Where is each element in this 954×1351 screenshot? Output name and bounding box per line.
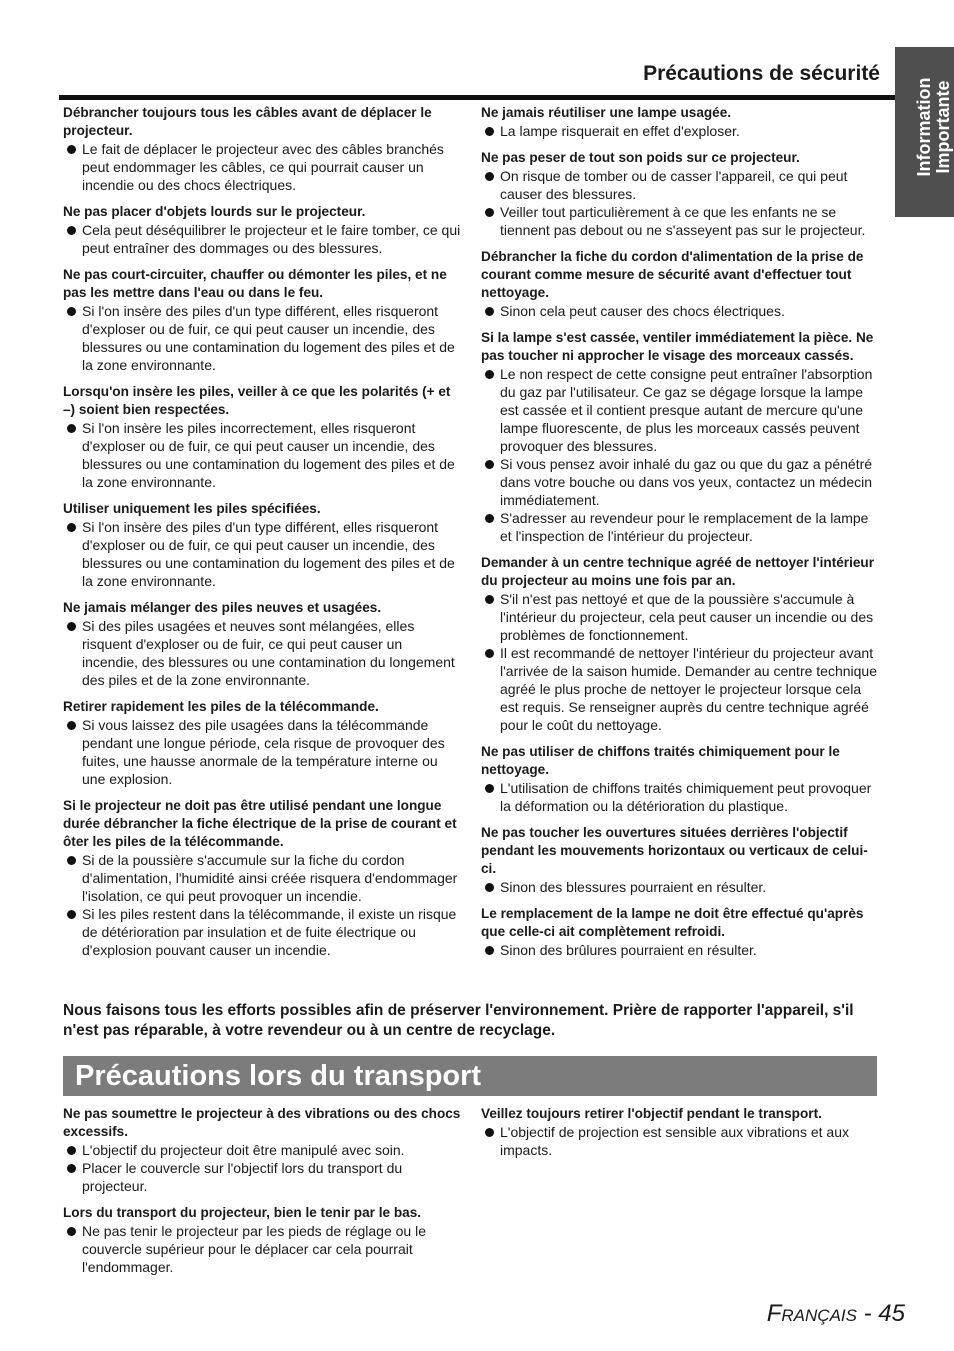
- bullet-list: [63, 518, 461, 590]
- bullet-item: Sinon des blessures pourraient en résulter.: [481, 878, 879, 896]
- bullet-item: La lampe risquerait en effet d'exploser.: [481, 122, 879, 140]
- precaution-section: [63, 500, 461, 590]
- side-tab-line1: Information: [914, 77, 934, 177]
- precaution-heading: Ne pas court-circuiter, chauffer ou démonter les piles, et ne pas les mettre dans l'eau ou dans le feu.: [63, 267, 447, 300]
- bullet-item: Si l'on insère des piles d'un type différent, elles risqueront d'exploser ou de fuir, ce qui peut causer un incendie, des blessures ou une contamination du logement des piles et de la zone environnante.: [63, 518, 461, 590]
- bullet-list: [481, 941, 879, 959]
- left-column: [63, 104, 461, 968]
- bullet-item: Il est recommandé de nettoyer l'intérieur du projecteur avant l'arrivée de la saison humide. Demander au centre technique agréé le plus proche de nettoyer le projecteur lorsque cela est requis. Se renseigner auprès du centre technique agréé pour le coût du nettoyage.: [481, 644, 879, 734]
- precaution-section: [481, 905, 879, 959]
- bullet-item: On risque de tomber ou de casser l'appareil, ce qui peut causer des blessures.: [481, 167, 879, 203]
- right-column: [481, 104, 879, 968]
- precaution-section: [63, 383, 461, 491]
- bullet-list: [481, 878, 879, 896]
- precaution-heading: Lorsqu'on insère les piles, veiller à ce que les polarités (+ et –) soient bien respectées.: [63, 384, 451, 417]
- bullet-item: S'adresser au revendeur pour le remplacement de la lampe et l'inspection de l'intérieur du projecteur.: [481, 509, 879, 545]
- bullet-list: [481, 167, 879, 239]
- bullet-list: [63, 140, 461, 194]
- bullet-item: Si de la poussière s'accumule sur la fiche du cordon d'alimentation, l'humidité ainsi créée risquera d'endommager l'isolation, ce qui peut provoquer un incendie.: [63, 851, 461, 905]
- bullet-list: [63, 1141, 461, 1195]
- page-header-title: Précautions de sécurité: [643, 62, 880, 85]
- precaution-section: [481, 824, 879, 896]
- precaution-section: [481, 1105, 879, 1159]
- precaution-section: [63, 797, 461, 959]
- precaution-section: [63, 104, 461, 194]
- bullet-list: [63, 221, 461, 257]
- precaution-heading: Ne pas soumettre le projecteur à des vibrations ou des chocs excessifs.: [63, 1106, 461, 1139]
- bullet-list: [63, 716, 461, 788]
- transport-left-column: [63, 1105, 461, 1285]
- side-tab-line2: Importante: [933, 80, 953, 174]
- bullet-list: [63, 1222, 461, 1276]
- precaution-heading: Veillez toujours retirer l'objectif pendant le transport.: [481, 1106, 822, 1121]
- precaution-section: [63, 599, 461, 689]
- bullet-list: [63, 419, 461, 491]
- bullet-item: Si l'on insère les piles incorrectement, elles risqueront d'exploser ou de fuir, ce qui peut causer un incendie, des blessures ou une contamination du logement des piles et de la zone environnante.: [63, 419, 461, 491]
- bullet-item: Le fait de déplacer le projecteur avec des câbles branchés peut endommager les câbles, ce qui pourrait causer un incendie ou des chocs électriques.: [63, 140, 461, 194]
- page-label: Français - 45: [766, 1300, 905, 1327]
- precaution-heading: Débrancher la fiche du cordon d'alimentation de la prise de courant comme mesure de sécurité avant d'effectuer tout nettoyage.: [481, 249, 864, 300]
- precaution-heading: Débrancher toujours tous les câbles avant de déplacer le projecteur.: [63, 105, 432, 138]
- precaution-section: [481, 149, 879, 239]
- precaution-heading: Ne jamais mélanger des piles neuves et usagées.: [63, 600, 382, 615]
- bullet-item: L'objectif de projection est sensible aux vibrations et aux impacts.: [481, 1123, 879, 1159]
- bullet-list: [481, 590, 879, 734]
- precaution-heading: Retirer rapidement les piles de la télécommande.: [63, 699, 379, 714]
- bullet-item: Sinon cela peut causer des chocs électriques.: [481, 302, 879, 320]
- bullet-list: [481, 1123, 879, 1159]
- bullet-item: Sinon des brûlures pourraient en résulter.: [481, 941, 879, 959]
- precaution-heading: Ne pas toucher les ouvertures situées derrières l'objectif pendant les mouvements horizontaux ou verticaux de celui-ci.: [481, 825, 868, 876]
- bullet-list: [481, 779, 879, 815]
- precaution-heading: Demander à un centre technique agréé de nettoyer l'intérieur du projecteur au moins une fois par an.: [481, 555, 875, 588]
- bullet-item: L'objectif du projecteur doit être manipulé avec soin.: [63, 1141, 461, 1159]
- precaution-heading: Ne jamais réutiliser une lampe usagée.: [481, 105, 732, 120]
- environment-note: Nous faisons tous les efforts possibles afin de préserver l'environnement. Prière de rapporter l'appareil, s'il n'est pas réparable, à votre revendeur ou à un centre de recyclage.: [63, 1002, 854, 1039]
- precaution-section: [63, 698, 461, 788]
- bullet-list: [481, 302, 879, 320]
- precaution-heading: Ne pas utiliser de chiffons traités chimiquement pour le nettoyage.: [481, 744, 840, 777]
- bullet-item: Si l'on insère des piles d'un type différent, elles risqueront d'exploser ou de fuir, ce qui peut causer un incendie, des blessures ou une contamination du logement des piles et de la zone environnante.: [63, 302, 461, 374]
- bullet-item: S'il n'est pas nettoyé et que de la poussière s'accumule à l'intérieur du projecteur, cela peut causer un incendie ou des problèmes de fonctionnement.: [481, 590, 879, 644]
- page-number: [767, 1300, 905, 1328]
- precaution-section: [63, 203, 461, 257]
- bullet-item: Cela peut déséquilibrer le projecteur et le faire tomber, ce qui peut entraîner des dommages ou des blessures.: [63, 221, 461, 257]
- bullet-list: [63, 851, 461, 959]
- transport-right-column: [481, 1105, 879, 1168]
- bullet-item: Veiller tout particulièrement à ce que les enfants ne se tiennent pas debout ou ne s'asseyent pas sur le projecteur.: [481, 203, 879, 239]
- precaution-heading: Ne pas placer d'objets lourds sur le projecteur.: [63, 204, 366, 219]
- precaution-section: [63, 266, 461, 374]
- precaution-section: [481, 104, 879, 140]
- transport-section-band: [63, 1056, 877, 1096]
- bullet-item: Si les piles restent dans la télécommande, il existe un risque de détérioration par insulation et de fuite électrique ou d'explosion pouvant causer un incendie.: [63, 905, 461, 959]
- bullet-item: Si des piles usagées et neuves sont mélangées, elles risquent d'exploser ou de fuir, ce qui peut causer un incendie, des blessures ou une contamination du longement des piles et de la zone environnante.: [63, 617, 461, 689]
- bullet-item: Le non respect de cette consigne peut entraîner l'absorption du gaz par l'utilisateur. Ce gaz se dégage lorsque la lampe est cassée et il contient presque autant de mercure qu'une lampe fluorescente, de plus les morceaux cassés peuvent provoquer des blessures.: [481, 365, 879, 455]
- precaution-section: [481, 329, 879, 545]
- precaution-heading: Si le projecteur ne doit pas être utilisé pendant une longue durée débrancher la fiche électrique de la prise de courant et ôter les piles de la télécommande.: [63, 798, 457, 849]
- precaution-section: [481, 743, 879, 815]
- precaution-section: [481, 248, 879, 320]
- precaution-heading: Ne pas peser de tout son poids sur ce projecteur.: [481, 150, 800, 165]
- precaution-section: [63, 1105, 461, 1195]
- bullet-list: [63, 617, 461, 689]
- side-tab: [895, 47, 954, 217]
- header-rule: [59, 95, 897, 100]
- bullet-item: Ne pas tenir le projecteur par les pieds de réglage ou le couvercle supérieur pour le déplacer car cela pourrait l'endommager.: [63, 1222, 461, 1276]
- transport-section-title: Précautions lors du transport: [75, 1060, 482, 1092]
- bullet-list: [481, 365, 879, 545]
- bullet-item: L'utilisation de chiffons traités chimiquement peut provoquer la déformation ou la détérioration du plastique.: [481, 779, 879, 815]
- bullet-item: Si vous pensez avoir inhalé du gaz ou que du gaz a pénétré dans votre bouche ou dans vos yeux, contactez un médecin immédiatement.: [481, 455, 879, 509]
- precaution-heading: Si la lampe s'est cassée, ventiler immédiatement la pièce. Ne pas toucher ni approcher le visage des morceaux cassés.: [481, 330, 874, 363]
- bullet-list: [63, 302, 461, 374]
- precaution-section: [63, 1204, 461, 1276]
- side-tab-label: [914, 67, 953, 187]
- precaution-section: [481, 554, 879, 734]
- precaution-heading: Le remplacement de la lampe ne doit être effectué qu'après que celle-ci ait complètement refroidi.: [481, 906, 864, 939]
- precaution-heading: Utiliser uniquement les piles spécifiées.: [63, 501, 321, 516]
- precaution-heading: Lors du transport du projecteur, bien le tenir par le bas.: [63, 1205, 422, 1220]
- bullet-item: Si vous laissez des pile usagées dans la télécommande pendant une longue période, cela risque de provoquer des fuites, une hausse anormale de la température interne ou une explosion.: [63, 716, 461, 788]
- bullet-item: Placer le couvercle sur l'objectif lors du transport du projecteur.: [63, 1159, 461, 1195]
- bullet-list: [481, 122, 879, 140]
